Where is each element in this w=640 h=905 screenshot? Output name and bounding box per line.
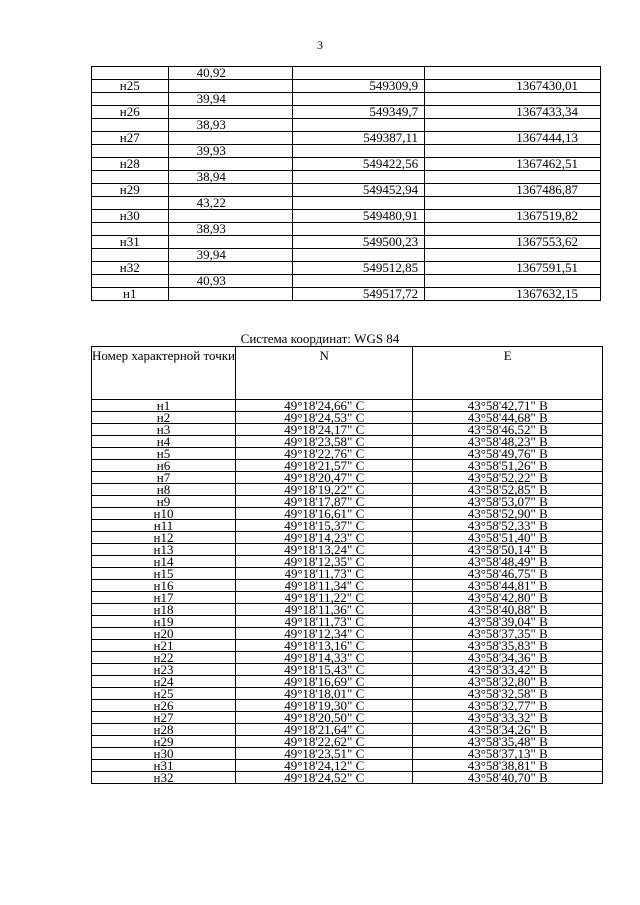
- cell-e: 43°58'48,23" В: [413, 436, 603, 448]
- header-e: E: [413, 347, 603, 400]
- cell-distance: [168, 262, 293, 275]
- cell-e: 43°58'38,81" В: [413, 760, 603, 772]
- cell-e: 43°58'33,42" В: [413, 664, 603, 676]
- cell-point-number: н25: [92, 688, 236, 700]
- cell-point-number: н30: [92, 748, 236, 760]
- cell-y: 1367591,51: [425, 262, 601, 275]
- table-row: [92, 210, 601, 223]
- cell-n: 49°18'21,57" С: [236, 460, 413, 472]
- cell-point-number: н13: [92, 544, 236, 556]
- cell-e: 43°58'32,80" В: [413, 676, 603, 688]
- cell-y: 1367433,34: [425, 106, 601, 119]
- cell-n: 49°18'20,47" С: [236, 472, 413, 484]
- cell-n: 49°18'24,52" С: [236, 772, 413, 784]
- cell-x: 549387,11: [293, 132, 425, 145]
- cell-e: 43°58'48,49" В: [413, 556, 603, 568]
- cell-point-number: н22: [92, 652, 236, 664]
- cell-n: 49°18'22,76" С: [236, 448, 413, 460]
- cell-n: 49°18'19,22" С: [236, 484, 413, 496]
- cell-n: 49°18'12,34" С: [236, 628, 413, 640]
- cell-y: 1367486,87: [425, 184, 601, 197]
- cell-point-number: н20: [92, 628, 236, 640]
- cell-e: 43°58'33,32" В: [413, 712, 603, 724]
- cell-x: 549512,85: [293, 262, 425, 275]
- cell-n: 49°18'23,51" С: [236, 748, 413, 760]
- cell-distance: 38,94: [168, 171, 293, 184]
- cell-y: 1367553,62: [425, 236, 601, 249]
- cell-e: 43°58'44,68" В: [413, 412, 603, 424]
- cell-n: 49°18'24,53" С: [236, 412, 413, 424]
- cell-e: 43°58'44,81" В: [413, 580, 603, 592]
- cell-e: 43°58'52,85" В: [413, 484, 603, 496]
- cell-point: н27: [92, 132, 169, 145]
- cell-point-number: н29: [92, 736, 236, 748]
- table-row: [92, 262, 601, 275]
- cell-distance: [168, 236, 293, 249]
- coordinates-table-msk: [91, 66, 601, 301]
- cell-e: 43°58'49,76" В: [413, 448, 603, 460]
- cell-point-number: н15: [92, 568, 236, 580]
- cell-n: 49°18'13,16" С: [236, 640, 413, 652]
- cell-distance: [168, 80, 293, 93]
- cell-e: 43°58'52,90" В: [413, 508, 603, 520]
- table-row: [92, 236, 601, 249]
- cell-e: 43°58'34,36" В: [413, 652, 603, 664]
- cell-e: 43°58'37,13" В: [413, 748, 603, 760]
- cell-e: 43°58'40,88" В: [413, 604, 603, 616]
- cell-x: 549517,72: [293, 288, 425, 301]
- cell-distance: 43,22: [168, 197, 293, 210]
- cell-n: 49°18'24,66" С: [236, 400, 413, 412]
- cell-e: 43°58'39,04" В: [413, 616, 603, 628]
- cell-point-number: н9: [92, 496, 236, 508]
- cell-point: н28: [92, 158, 169, 171]
- cell-distance: 38,93: [168, 119, 293, 132]
- cell-n: 49°18'17,87" С: [236, 496, 413, 508]
- cell-point-number: н31: [92, 760, 236, 772]
- cell-e: 43°58'52,22" В: [413, 472, 603, 484]
- coordinate-system-caption: Система координат: WGS 84: [240, 331, 400, 346]
- cell-point-number: н24: [92, 676, 236, 688]
- cell-x: 549309,9: [293, 80, 425, 93]
- header-point-number: Номер характерной точки: [92, 347, 236, 400]
- cell-e: 43°58'35,48" В: [413, 736, 603, 748]
- cell-point: н1: [92, 288, 169, 301]
- cell-point-number: н10: [92, 508, 236, 520]
- cell-point: н30: [92, 210, 169, 223]
- cell-point-number: н16: [92, 580, 236, 592]
- cell-e: 43°58'51,40" В: [413, 532, 603, 544]
- cell-point: н29: [92, 184, 169, 197]
- cell-n: 49°18'14,23" С: [236, 532, 413, 544]
- cell-e: 43°58'51,26" В: [413, 460, 603, 472]
- cell-point-number: н11: [92, 520, 236, 532]
- cell-distance: [168, 106, 293, 119]
- cell-x: 549500,23: [293, 236, 425, 249]
- cell-distance: [168, 184, 293, 197]
- cell-n: 49°18'11,36" С: [236, 604, 413, 616]
- cell-e: 43°58'37,35" В: [413, 628, 603, 640]
- table-row: [92, 132, 601, 145]
- cell-distance: 39,94: [168, 249, 293, 262]
- table-header-row: [92, 347, 603, 400]
- cell-e: 43°58'34,26" В: [413, 724, 603, 736]
- cell-distance: 39,94: [168, 93, 293, 106]
- cell-n: 49°18'22,62" С: [236, 736, 413, 748]
- cell-n: 49°18'20,50" С: [236, 712, 413, 724]
- cell-point-number: н7: [92, 472, 236, 484]
- cell-e: 43°58'50,14" В: [413, 544, 603, 556]
- cell-n: 49°18'16,61" С: [236, 508, 413, 520]
- cell-e: 43°58'46,75" В: [413, 568, 603, 580]
- cell-point: н26: [92, 106, 169, 119]
- cell-y: 1367430,01: [425, 80, 601, 93]
- cell-distance: 40,93: [168, 275, 293, 288]
- cell-n: 49°18'11,34" С: [236, 580, 413, 592]
- cell-y: 1367519,82: [425, 210, 601, 223]
- cell-point-number: н14: [92, 556, 236, 568]
- cell-e: 43°58'35,83" В: [413, 640, 603, 652]
- cell-n: 49°18'24,12" С: [236, 760, 413, 772]
- cell-point-number: н27: [92, 712, 236, 724]
- cell-n: 49°18'11,73" С: [236, 616, 413, 628]
- cell-point-number: н26: [92, 700, 236, 712]
- cell-distance: [168, 288, 293, 301]
- cell-e: 43°58'32,77" В: [413, 700, 603, 712]
- cell-distance: 40,92: [168, 67, 293, 80]
- cell-n: 49°18'16,69" С: [236, 676, 413, 688]
- cell-point-number: н2: [92, 412, 236, 424]
- cell-n: 49°18'14,33" С: [236, 652, 413, 664]
- cell-distance: 38,93: [168, 223, 293, 236]
- cell-point-number: н6: [92, 460, 236, 472]
- cell-n: 49°18'21,64" С: [236, 724, 413, 736]
- cell-point-number: н32: [92, 772, 236, 784]
- cell-point-number: н28: [92, 724, 236, 736]
- cell-n: 49°18'15,43" С: [236, 664, 413, 676]
- table-row: [92, 80, 601, 93]
- cell-point-number: н12: [92, 532, 236, 544]
- cell-point-number: н18: [92, 604, 236, 616]
- cell-n: 49°18'15,37" С: [236, 520, 413, 532]
- cell-distance: [168, 132, 293, 145]
- cell-e: 43°58'42,80" В: [413, 592, 603, 604]
- cell-y: 1367462,51: [425, 158, 601, 171]
- cell-point-number: н4: [92, 436, 236, 448]
- table-row: [92, 184, 601, 197]
- table-row: [92, 288, 601, 301]
- cell-n: 49°18'24,17" С: [236, 424, 413, 436]
- cell-n: 49°18'11,22" С: [236, 592, 413, 604]
- cell-x: 549349,7: [293, 106, 425, 119]
- page-number: 3: [317, 38, 323, 52]
- cell-e: 43°58'42,71" В: [413, 400, 603, 412]
- cell-e: 43°58'32,58" В: [413, 688, 603, 700]
- cell-point-number: н23: [92, 664, 236, 676]
- coordinates-table-wgs84: [91, 346, 603, 784]
- cell-n: 49°18'23,58" С: [236, 436, 413, 448]
- cell-y: 1367444,13: [425, 132, 601, 145]
- cell-distance: [168, 158, 293, 171]
- table-row: [92, 772, 603, 784]
- cell-point-number: н17: [92, 592, 236, 604]
- cell-x: 549422,56: [293, 158, 425, 171]
- cell-distance: [168, 210, 293, 223]
- cell-x: 549480,91: [293, 210, 425, 223]
- cell-point-number: н1: [92, 400, 236, 412]
- cell-n: 49°18'13,24" С: [236, 544, 413, 556]
- cell-point: н32: [92, 262, 169, 275]
- cell-point: н25: [92, 80, 169, 93]
- cell-point-number: н5: [92, 448, 236, 460]
- cell-n: 49°18'11,73" С: [236, 568, 413, 580]
- cell-point-number: н19: [92, 616, 236, 628]
- cell-y: 1367632,15: [425, 288, 601, 301]
- cell-n: 49°18'12,35" С: [236, 556, 413, 568]
- cell-e: 43°58'52,33" В: [413, 520, 603, 532]
- table-row: [92, 158, 601, 171]
- cell-e: 43°58'53,07" В: [413, 496, 603, 508]
- cell-e: 43°58'46,52" В: [413, 424, 603, 436]
- cell-e: 43°58'40,70" В: [413, 772, 603, 784]
- cell-point-number: н8: [92, 484, 236, 496]
- table-row: [92, 106, 601, 119]
- cell-n: 49°18'19,30" С: [236, 700, 413, 712]
- cell-point: н31: [92, 236, 169, 249]
- header-n: N: [236, 347, 413, 400]
- cell-point-number: н3: [92, 424, 236, 436]
- cell-n: 49°18'18,01" С: [236, 688, 413, 700]
- cell-x: 549452,94: [293, 184, 425, 197]
- cell-distance: 39,93: [168, 145, 293, 158]
- cell-point-number: н21: [92, 640, 236, 652]
